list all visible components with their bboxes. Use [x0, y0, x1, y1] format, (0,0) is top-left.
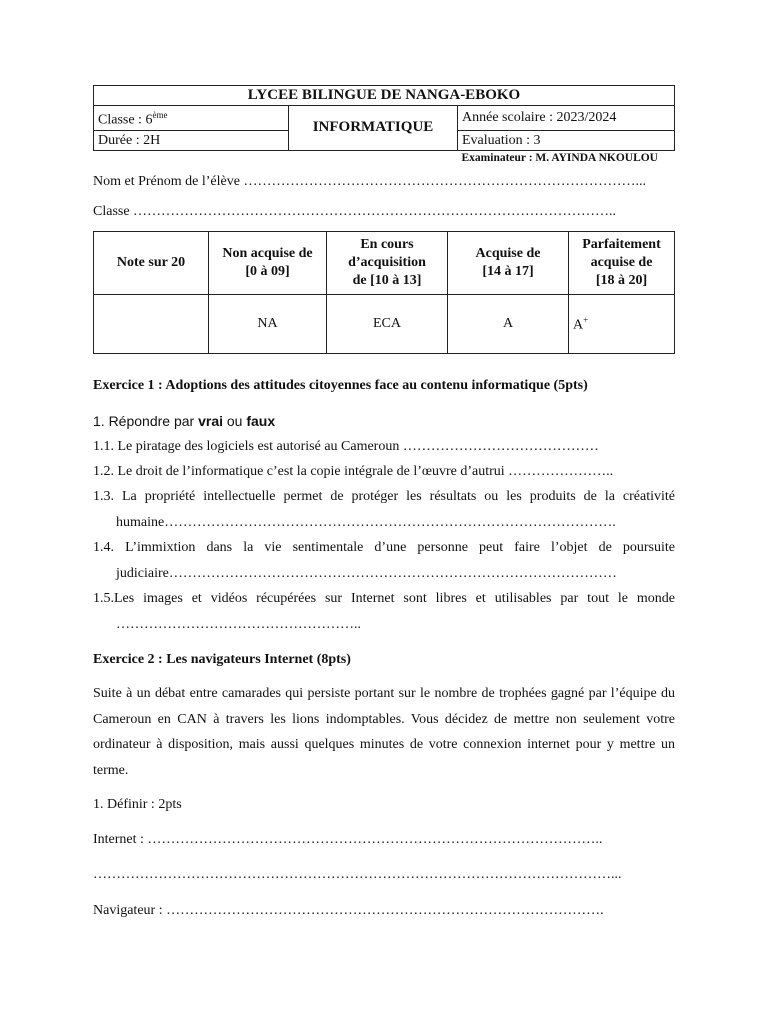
grade-header-eca: En cours d’acquisition de [10 à 13]	[327, 232, 448, 295]
class-sup: ème	[152, 110, 168, 120]
exercise1-instruction: 1. Répondre par vrai ou faux	[93, 413, 276, 429]
exercise2-paragraph: Suite à un débat entre camarades qui persiste portant sur le nombre de trophées gagné par l’équipe du Cameroun en CAN à travers les lions indomptables. Vous décidez de mettre non seulement votre ordinateur à disposition, mais aussi quelques minutes de votre connexion internet pour y mettre un terme.	[93, 686, 675, 778]
answer-dots-line: …………………………………………………………………………………………………...	[93, 867, 622, 882]
exercise1-title: Exercice 1 : Adoptions des attitudes citoyennes face au contenu informatique (5pts)	[93, 378, 588, 393]
student-name-line: Nom et Prénom de l’élève …………………………………………………………………………...	[93, 174, 646, 189]
exercise1-q5: 1.5.Les images et vidéos récupérées sur Internet sont libres et utilisables par tout le monde	[93, 591, 675, 606]
examiner: Examinateur : M. AYINDA NKOULOU	[461, 152, 658, 164]
duration: Durée : 2H	[94, 130, 289, 150]
grade-table	[93, 231, 675, 354]
exercise1-q3: 1.3. La propriété intellectuelle permet de protéger les résultats ou les produits de la créativité	[93, 489, 675, 504]
subject-title: INFORMATIQUE	[289, 106, 458, 151]
class-line: Classe …………………………………………………………………………………………..	[93, 204, 617, 219]
exercise1-q3-cont: humaine…………………………………………………………………………………….	[116, 515, 616, 530]
exercise2-q1: 1. Définir : 2pts	[93, 797, 182, 812]
exercise1-q5-cont: ……………………………………………..	[116, 617, 361, 632]
navigator-answer-line: Navigateur : ………………………………………………………………………………….	[93, 903, 604, 918]
exercise1-q1: 1.1. Le piratage des logiciels est autorisé au Cameroun ……………………………………	[93, 439, 599, 454]
grade-value-aplus: A+	[569, 295, 675, 354]
class-cell	[94, 106, 289, 131]
internet-answer-line: Internet : ……………………………………………………………………………………..	[93, 832, 603, 847]
grade-header-aplus: Parfaitement acquise de [18 à 20]	[569, 232, 675, 295]
school-year: Année scolaire : 2023/2024	[458, 106, 675, 131]
grade-header-note: Note sur 20	[94, 232, 209, 295]
grade-header-na: Non acquise de [0 à 09]	[209, 232, 327, 295]
exercise1-q2: 1.2. Le droit de l’informatique c’est la copie intégrale de l’œuvre d’autrui …………………..	[93, 464, 614, 479]
grade-value-eca: ECA	[327, 295, 448, 354]
exercise1-q4-cont: judiciaire……………………………………………………………………………………	[116, 566, 617, 581]
grade-value-na: NA	[209, 295, 327, 354]
exercise2-title: Exercice 2 : Les navigateurs Internet (8pts)	[93, 652, 351, 667]
grade-value-a: A	[448, 295, 569, 354]
evaluation-number: Evaluation : 3	[458, 130, 675, 150]
grade-header-a: Acquise de [14 à 17]	[448, 232, 569, 295]
grade-value-note	[94, 295, 209, 354]
class-label: Classe : 6	[98, 112, 153, 128]
school-name: LYCEE BILINGUE DE NANGA-EBOKO	[94, 86, 675, 106]
header-table	[93, 85, 675, 151]
exercise1-q4: 1.4. L’immixtion dans la vie sentimentale d’une personne peut faire l’objet de poursuite	[93, 540, 675, 555]
